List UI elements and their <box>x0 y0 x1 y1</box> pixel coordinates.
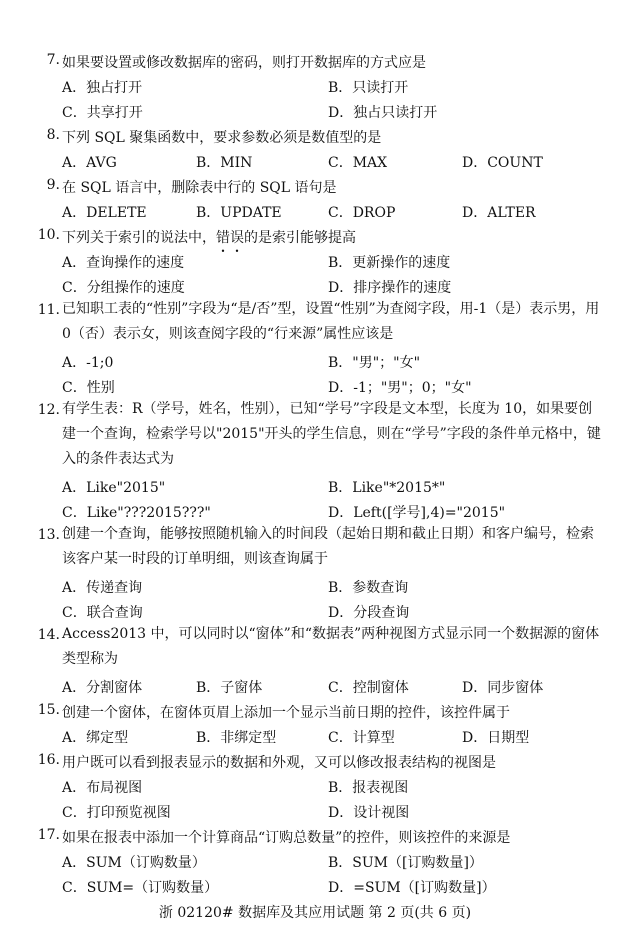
option-b: B．非绑定型 <box>196 730 277 746</box>
question-number: 9. <box>46 177 60 193</box>
option-c: C．性别 <box>62 380 115 396</box>
option-b: B．Like"*2015*" <box>328 480 446 496</box>
question-number: 10. <box>37 227 60 243</box>
option-b: B．参数查询 <box>328 580 409 596</box>
option-b: B．UPDATE <box>196 205 282 221</box>
option-d: D．-1；"男"；0；"女" <box>328 380 472 396</box>
question-stem: 下列 SQL 聚集函数中，要求参数必须是数值型的是 <box>62 130 382 146</box>
question-stem: 如果要设置或修改数据库的密码，则打开数据库的方式应是 <box>62 55 426 71</box>
option-b: B．SUM（[订购数量]） <box>328 855 483 871</box>
question-number: 7. <box>46 52 60 68</box>
option-c: C．分组操作的速度 <box>62 280 185 296</box>
option-c: C．SUM=（订购数量） <box>62 880 219 896</box>
option-c: C．MAX <box>328 155 388 171</box>
option-d: D．=SUM（[订购数量]） <box>328 880 496 896</box>
option-b: B．更新操作的速度 <box>328 255 451 271</box>
question-stem: 创建一个查询，能够按照随机输入的时间段（起始日期和截止日期）和客户编号，检索该客户某一时段的订单明细，则该查询属于 <box>62 526 594 567</box>
option-d: D．同步窗体 <box>462 680 544 696</box>
option-b: B．报表视图 <box>328 780 409 796</box>
option-a: A．SUM（订购数量） <box>62 855 206 871</box>
option-c: C．联合查询 <box>62 605 143 621</box>
option-d: D．ALTER <box>462 205 536 221</box>
option-d: D．Left([学号],4)="2015" <box>328 505 506 521</box>
option-a: A．传递查询 <box>62 580 143 596</box>
option-a: A．查询操作的速度 <box>62 255 185 271</box>
option-a: A．分割窗体 <box>62 680 143 696</box>
question-number: 16. <box>37 752 60 768</box>
question-number: 15. <box>37 702 60 718</box>
question-number: 13. <box>37 527 60 543</box>
option-c: C．打印预览视图 <box>62 805 171 821</box>
question-stem: 已知职工表的“性别”字段为“是/否”型，设置“性别”为查阅字段，用-1（是）表示男，用 0（否）表示女，则该查阅字段的“行来源”属性应该是 <box>62 301 600 342</box>
stem-text-post: 的是索引能够提高 <box>244 230 356 246</box>
option-b: B．"男"；"女" <box>328 355 421 371</box>
question-stem: 用户既可以看到报表显示的数据和外观，又可以修改报表结构的视图是 <box>62 755 496 771</box>
question-number: 11. <box>37 302 60 318</box>
question-number: 14. <box>37 627 60 643</box>
option-c: C．Like"???2015???" <box>62 505 211 521</box>
option-b: B．MIN <box>196 155 253 171</box>
option-a: A．DELETE <box>62 205 147 221</box>
option-d: D．设计视图 <box>328 805 410 821</box>
question-number: 17. <box>37 827 60 843</box>
option-a: A．AVG <box>62 155 117 171</box>
option-b: B．子窗体 <box>196 680 263 696</box>
option-d: D．独占只读打开 <box>328 105 438 121</box>
question-number: 12. <box>37 402 60 418</box>
option-c: C．计算型 <box>328 730 395 746</box>
option-d: D．日期型 <box>462 730 530 746</box>
option-a: A．独占打开 <box>62 80 143 96</box>
page-footer: 浙 02120# 数据库及其应用试题 第 2 页(共 6 页) <box>158 905 472 921</box>
question-stem <box>62 227 602 247</box>
question-stem: 在 SQL 语言中，删除表中行的 SQL 语句是 <box>62 180 337 196</box>
question-number: 8. <box>46 127 60 143</box>
option-a: A．布局视图 <box>62 780 143 796</box>
option-c: C．控制窗体 <box>328 680 409 696</box>
question-stem: 有学生表：R（学号，姓名，性别），已知“学号”字段是文本型，长度为 10，如果要创建一个查询，检索学号以"2015"开头的学生信息，则在“学号”字段的条件单元格中，键入的条件表达式为 <box>62 401 601 467</box>
stem-text-pre: 下列关于索引的说法中， <box>62 230 216 246</box>
option-a: A．绑定型 <box>62 730 129 746</box>
option-b: B．只读打开 <box>328 80 409 96</box>
option-d: D．分段查询 <box>328 605 410 621</box>
option-c: C．DROP <box>328 205 396 221</box>
option-a: A．Like"2015" <box>62 480 166 496</box>
question-stem: Access2013 中，可以同时以“窗体”和“数据表”两种视图方式显示同一个数据源的窗体类型称为 <box>62 626 600 667</box>
option-d: D．COUNT <box>462 155 543 171</box>
option-d: D．排序操作的速度 <box>328 280 452 296</box>
emphasis-char: 错 <box>216 230 230 246</box>
option-a: A．-1;0 <box>62 355 114 371</box>
option-c: C．共享打开 <box>62 105 143 121</box>
emphasis-char: 误 <box>230 230 244 246</box>
question-stem: 如果在报表中添加一个计算商品“订购总数量”的控件，则该控件的来源是 <box>62 830 511 846</box>
question-stem: 创建一个窗体，在窗体页眉上添加一个显示当前日期的控件，该控件属于 <box>62 705 510 721</box>
